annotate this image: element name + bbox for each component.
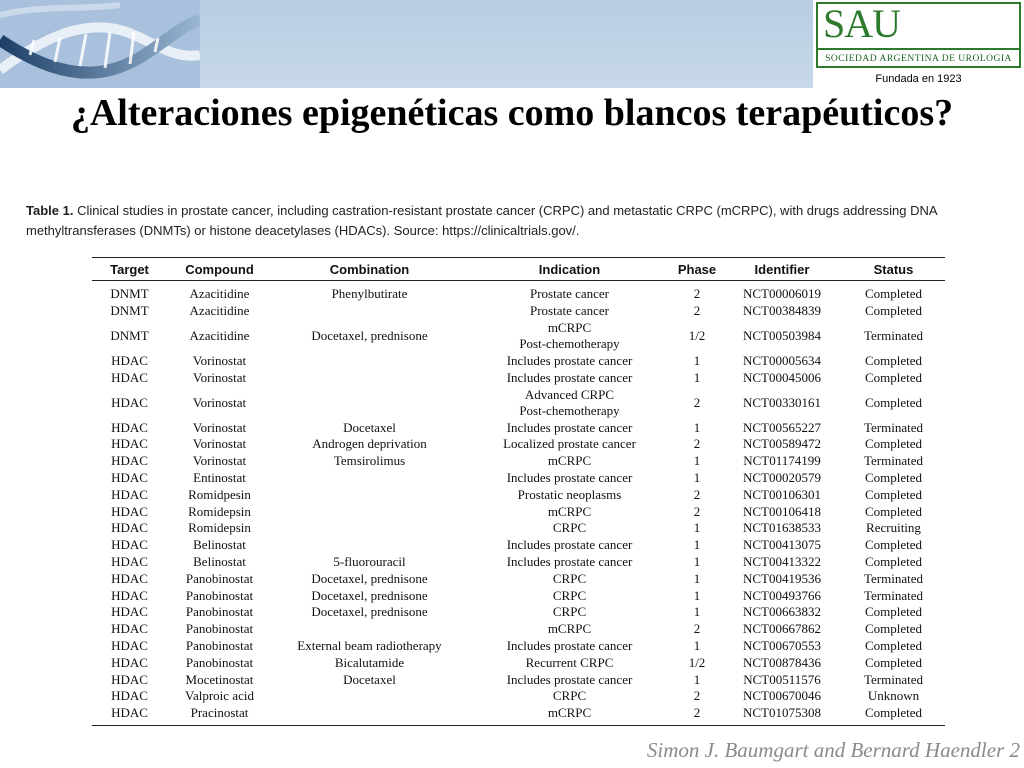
logo-rule — [818, 48, 1019, 50]
table-row — [92, 303, 945, 320]
logo-society-name: SOCIEDAD ARGENTINA DE UROLOGIA — [825, 54, 1012, 64]
cell-status: Terminated — [863, 587, 923, 603]
cell-compound: Panobinostat — [185, 570, 254, 586]
cell-combination: Docetaxel — [343, 419, 396, 435]
cell-phase: 1 — [693, 352, 701, 368]
cell-indication: Includes prostate cancer — [506, 352, 633, 368]
table-row — [92, 587, 945, 604]
caption-label: Table 1. — [26, 203, 74, 218]
cell-indication: Localized prostate cancer — [503, 436, 636, 452]
cell-indication: Includes prostate cancer — [506, 671, 633, 687]
cell-status: Terminated — [863, 570, 923, 586]
cell-indication: Prostatic neoplasms — [517, 486, 622, 502]
cell-combination: Docetaxel, prednisone — [311, 587, 428, 603]
cell-indication: Includes prostate cancer — [506, 537, 633, 553]
cell-indication: mCRPC — [547, 503, 592, 519]
dna-helix-graphic — [0, 0, 200, 88]
cell-compound: Vorinostat — [192, 453, 247, 469]
cell-compound: Azacitidine — [189, 286, 250, 302]
table-row — [92, 281, 945, 303]
table-row — [92, 604, 945, 621]
slide-title: ¿Alteraciones epigenéticas como blancos terapéuticos? — [70, 92, 954, 134]
cell-identifier: NCT00670046 — [743, 688, 821, 704]
table-row — [92, 537, 945, 554]
cell-identifier: NCT00106418 — [743, 503, 821, 519]
cell-combination: Docetaxel, prednisone — [311, 328, 428, 344]
cell-status: Completed — [864, 469, 923, 485]
cell-identifier: NCT00020579 — [743, 469, 821, 485]
table-row — [92, 570, 945, 587]
cell-compound: Vorinostat — [192, 352, 247, 368]
cell-identifier: NCT00493766 — [743, 587, 821, 603]
cell-phase: 2 — [693, 303, 701, 319]
table-row — [92, 520, 945, 537]
cell-combination — [272, 369, 467, 386]
cell-identifier: NCT00878436 — [743, 654, 821, 670]
cell-status: Completed — [864, 503, 923, 519]
cell-target: DNMT — [110, 303, 149, 319]
cell-compound: Romidepsin — [188, 520, 251, 536]
cell-status: Completed — [864, 303, 923, 319]
cell-combination: Temsirolimus — [333, 453, 406, 469]
cell-target: HDAC — [111, 537, 148, 553]
cell-indication: CRPC — [552, 587, 587, 603]
cell-target: HDAC — [111, 637, 148, 653]
cell-phase: 1 — [693, 369, 701, 385]
cell-identifier: NCT00589472 — [743, 436, 821, 452]
table-row — [92, 671, 945, 688]
cell-indication: mCRPC — [547, 453, 592, 469]
cell-identifier: NCT00384839 — [743, 303, 821, 319]
cell-status: Completed — [864, 637, 923, 653]
cell-compound: Vorinostat — [192, 419, 247, 435]
table-row — [92, 369, 945, 386]
table-header-row — [92, 258, 945, 281]
cell-indication: Recurrent CRPC — [525, 654, 614, 670]
cell-indication: mCRPC — [467, 705, 672, 725]
table-row — [92, 654, 945, 671]
cell-phase: 1 — [693, 570, 701, 586]
cell-target: HDAC — [111, 503, 148, 519]
cell-target: HDAC — [111, 352, 148, 368]
cell-phase: 1 — [693, 537, 701, 553]
cell-combination: Bicalutamide — [334, 654, 405, 670]
col-header-status: Status — [842, 258, 945, 281]
cell-indication: CRPC — [552, 570, 587, 586]
caption-text: Clinical studies in prostate cancer, including castration-resistant prostate cancer (CRPC) and metastatic CRPC (mCRPC), with drugs addressing DNA methyltransferases (DNMTs) or histone deacetylases (HDACs). Source: https://clinicaltrials.gov/. — [26, 203, 937, 238]
cell-combination: External beam radiotherapy — [297, 637, 442, 653]
table-row — [92, 386, 945, 419]
cell-target: HDAC — [92, 705, 167, 725]
cell-indication: CRPC — [552, 520, 587, 536]
table-row — [92, 688, 945, 705]
cell-phase: 1 — [693, 520, 701, 536]
sau-logo — [813, 0, 1024, 88]
cell-compound: Vorinostat — [192, 394, 247, 410]
cell-identifier: NCT00511576 — [743, 671, 821, 687]
col-header-combination: Combination — [272, 258, 467, 281]
cell-identifier: NCT00006019 — [743, 286, 821, 302]
cell-status: Unknown — [867, 688, 920, 704]
cell-target: HDAC — [111, 604, 148, 620]
cell-status: Completed — [864, 352, 923, 368]
cell-combination — [272, 386, 467, 419]
table-row — [92, 353, 945, 370]
cell-combination — [272, 688, 467, 705]
cell-compound: Panobinostat — [185, 637, 254, 653]
table-row — [92, 486, 945, 503]
clinical-studies-table-wrap — [92, 257, 945, 726]
cell-compound: Entinostat — [193, 469, 246, 485]
col-header-phase: Phase — [672, 258, 722, 281]
cell-line: Post-chemotherapy — [519, 402, 620, 418]
cell-status: Recruiting — [866, 520, 921, 536]
cell-identifier: NCT00005634 — [743, 352, 821, 368]
cell-status: Completed — [864, 604, 923, 620]
cell-compound: Panobinostat — [185, 587, 254, 603]
cell-identifier: NCT00045006 — [743, 369, 821, 385]
cell-target: HDAC — [111, 553, 148, 569]
cell-line: Post-chemotherapy — [519, 336, 620, 352]
logo-founded-text: Fundada en 1923 — [875, 73, 962, 85]
cell-status: Completed — [864, 654, 923, 670]
cell-identifier: NCT00413075 — [743, 537, 821, 553]
cell-target: HDAC — [111, 469, 148, 485]
cell-combination — [272, 353, 467, 370]
cell-identifier: NCT00670553 — [743, 637, 821, 653]
cell-target: HDAC — [111, 671, 148, 687]
cell-phase: 1 — [693, 453, 701, 469]
table-row — [92, 436, 945, 453]
cell-identifier: NCT01638533 — [743, 520, 821, 536]
cell-combination — [272, 537, 467, 554]
cell-target: HDAC — [111, 394, 148, 410]
cell-indication — [467, 320, 672, 353]
clinical-studies-table — [92, 257, 945, 726]
cell-compound: Belinostat — [193, 537, 246, 553]
cell-indication: Prostate cancer — [529, 286, 610, 302]
cell-compound: Belinostat — [193, 553, 246, 569]
cell-identifier: NCT01075308 — [722, 705, 842, 725]
cell-identifier: NCT00106301 — [743, 486, 821, 502]
cell-identifier: NCT01174199 — [743, 453, 821, 469]
cell-compound: Mocetinostat — [185, 671, 254, 687]
cell-phase: 1 — [693, 587, 701, 603]
cell-phase: 1 — [693, 419, 701, 435]
cell-phase: 2 — [693, 688, 701, 704]
cell-compound: Romidpesin — [188, 486, 251, 502]
cell-indication: Includes prostate cancer — [506, 469, 633, 485]
cell-target: HDAC — [111, 688, 148, 704]
cell-status: Completed — [864, 537, 923, 553]
cell-combination — [272, 705, 467, 725]
cell-identifier: NCT00419536 — [743, 570, 821, 586]
cell-combination: 5-fluorouracil — [333, 553, 406, 569]
col-header-indication: Indication — [467, 258, 672, 281]
cell-target: HDAC — [111, 570, 148, 586]
cell-phase: 2 — [693, 503, 701, 519]
cell-identifier: NCT00667862 — [743, 621, 821, 637]
col-header-target: Target — [92, 258, 167, 281]
cell-phase: 2 — [693, 436, 701, 452]
cell-status: Completed — [864, 369, 923, 385]
cell-compound: Valproic acid — [185, 688, 254, 704]
cell-identifier: NCT00565227 — [743, 419, 821, 435]
cell-target: DNMT — [110, 286, 149, 302]
cell-target: HDAC — [111, 621, 148, 637]
col-header-compound: Compound — [167, 258, 272, 281]
cell-target: HDAC — [111, 453, 148, 469]
cell-target: HDAC — [111, 486, 148, 502]
cell-indication: Includes prostate cancer — [506, 419, 633, 435]
col-header-identifier: Identifier — [722, 258, 842, 281]
cell-line: Advanced CRPC — [524, 386, 615, 402]
table-row — [92, 419, 945, 436]
cell-identifier: NCT00330161 — [743, 394, 821, 410]
cell-target: HDAC — [111, 520, 148, 536]
cell-status: Terminated — [863, 328, 923, 344]
table-row — [92, 621, 945, 638]
cell-phase: 1 — [693, 469, 701, 485]
cell-status: Completed — [864, 553, 923, 569]
table-row — [92, 705, 945, 725]
cell-combination: Docetaxel — [343, 671, 396, 687]
cell-compound: Azacitidine — [189, 303, 250, 319]
cell-indication: Includes prostate cancer — [506, 637, 633, 653]
cell-status: Completed — [842, 705, 945, 725]
logo-mark: SAU — [823, 1, 901, 46]
table-row — [92, 453, 945, 470]
cell-combination — [272, 621, 467, 638]
cell-combination: Androgen deprivation — [312, 436, 427, 452]
table-row — [92, 503, 945, 520]
cell-combination: Docetaxel, prednisone — [311, 570, 428, 586]
cell-phase: 1/2 — [688, 328, 706, 344]
cell-target: DNMT — [110, 328, 149, 344]
cell-compound: Pracinostat — [167, 705, 272, 725]
cell-target: HDAC — [111, 369, 148, 385]
cell-indication: Prostate cancer — [529, 303, 610, 319]
cell-phase: 1 — [693, 637, 701, 653]
cell-phase: 1 — [693, 671, 701, 687]
logo-frame — [816, 2, 1021, 68]
cell-compound: Romidepsin — [188, 503, 251, 519]
cell-status: Completed — [864, 486, 923, 502]
cell-target: HDAC — [111, 436, 148, 452]
table-row — [92, 554, 945, 571]
cell-identifier: NCT00503984 — [743, 328, 821, 344]
cell-target: HDAC — [111, 587, 148, 603]
cell-combination — [272, 503, 467, 520]
cell-phase: 2 — [693, 621, 701, 637]
table-caption — [26, 201, 1018, 241]
cell-compound: Panobinostat — [185, 604, 254, 620]
cell-phase: 2 — [693, 394, 701, 410]
cell-phase: 2 — [693, 286, 701, 302]
author-credit: Simon J. Baumgart and Bernard Haendler 2 — [646, 738, 1020, 762]
cell-combination — [272, 303, 467, 320]
table-row — [92, 320, 945, 353]
cell-compound: Panobinostat — [185, 621, 254, 637]
cell-status: Terminated — [863, 419, 923, 435]
cell-indication: CRPC — [552, 604, 587, 620]
cell-identifier: NCT00413322 — [743, 553, 821, 569]
cell-phase: 1/2 — [688, 654, 706, 670]
cell-compound: Azacitidine — [189, 328, 250, 344]
cell-combination: Docetaxel, prednisone — [311, 604, 428, 620]
cell-phase: 1 — [693, 553, 701, 569]
cell-phase: 2 — [672, 705, 722, 725]
cell-status: Terminated — [863, 453, 923, 469]
table-body — [92, 281, 945, 726]
cell-status: Completed — [864, 621, 923, 637]
table-row — [92, 470, 945, 487]
cell-combination — [272, 520, 467, 537]
cell-status: Completed — [864, 394, 923, 410]
cell-status: Terminated — [863, 671, 923, 687]
cell-target: HDAC — [111, 654, 148, 670]
cell-status: Completed — [864, 436, 923, 452]
cell-phase: 1 — [693, 604, 701, 620]
cell-combination — [272, 486, 467, 503]
cell-compound: Vorinostat — [192, 436, 247, 452]
cell-line: mCRPC — [547, 320, 592, 336]
cell-indication: Includes prostate cancer — [506, 369, 633, 385]
cell-combination — [272, 470, 467, 487]
cell-phase: 2 — [693, 486, 701, 502]
cell-status: Completed — [864, 286, 923, 302]
cell-indication: CRPC — [552, 688, 587, 704]
cell-compound: Vorinostat — [192, 369, 247, 385]
table-row — [92, 638, 945, 655]
cell-identifier: NCT00663832 — [743, 604, 821, 620]
cell-indication: Includes prostate cancer — [506, 553, 633, 569]
cell-indication — [467, 386, 672, 419]
cell-indication: mCRPC — [547, 621, 592, 637]
cell-target: HDAC — [111, 419, 148, 435]
cell-compound: Panobinostat — [185, 654, 254, 670]
cell-combination: Phenylbutirate — [331, 286, 408, 302]
